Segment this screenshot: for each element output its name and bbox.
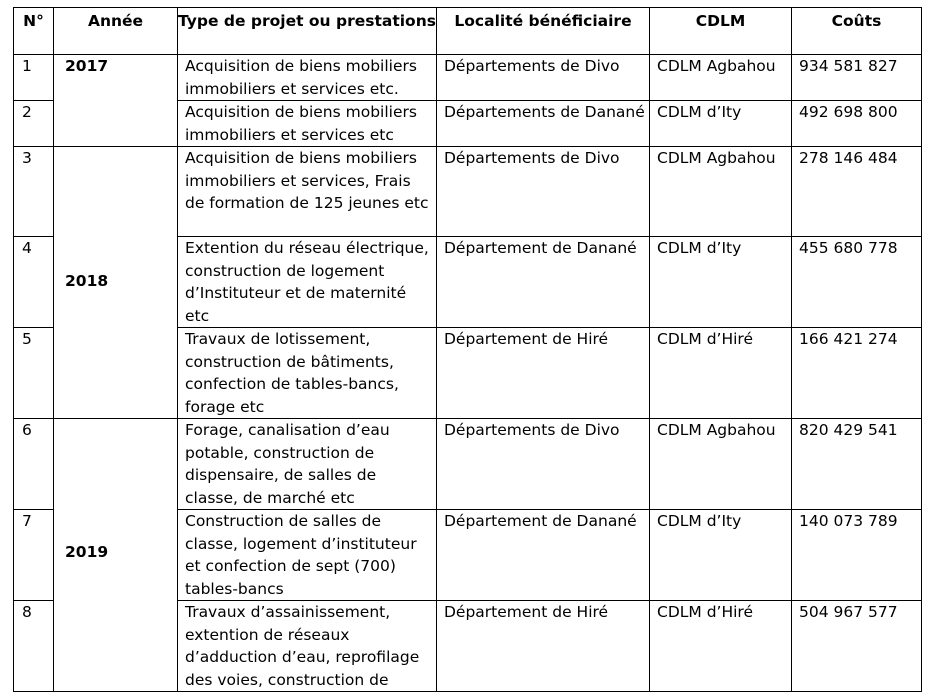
locality: Département de Hiré (437, 328, 650, 419)
header-row (14, 8, 922, 55)
projects-table (13, 7, 922, 692)
year-cell (54, 147, 178, 419)
cost: 278 146 484 (792, 147, 922, 237)
locality: Département de Danané (437, 510, 650, 601)
cost: 140 073 789 (792, 510, 922, 601)
row-number: 2 (14, 101, 54, 147)
cdlm: CDLM d’Ity (650, 237, 792, 328)
year-label: 2017 (65, 57, 109, 75)
project-type: Travaux d’assainissement, extention de réseaux d’adduction d’eau, reprofilage des voies, construction de (178, 601, 437, 692)
project-type: Extention du réseau électrique, construction de logement d’Instituteur et de maternité etc (178, 237, 437, 328)
cost: 934 581 827 (792, 55, 922, 101)
row-number: 7 (14, 510, 54, 601)
row-number: 6 (14, 419, 54, 510)
cdlm: CDLM Agbahou (650, 147, 792, 237)
header-year: Année (54, 8, 178, 55)
cdlm: CDLM d’Hiré (650, 328, 792, 419)
locality: Département de Danané (437, 237, 650, 328)
cdlm: CDLM Agbahou (650, 55, 792, 101)
row-number: 8 (14, 601, 54, 692)
cost: 504 967 577 (792, 601, 922, 692)
row-number: 4 (14, 237, 54, 328)
table-row (14, 55, 922, 101)
project-type: Construction de salles de classe, logement d’instituteur et confection de sept (700) tables-bancs (178, 510, 437, 601)
cdlm: CDLM Agbahou (650, 419, 792, 510)
cost: 820 429 541 (792, 419, 922, 510)
header-project-type: Type de projet ou prestations (178, 8, 437, 55)
project-type: Acquisition de biens mobiliers immobiliers et services, Frais de formation de 125 jeunes etc (178, 147, 437, 237)
year-label: 2019 (65, 543, 109, 561)
year-cell (54, 55, 178, 147)
row-number: 5 (14, 328, 54, 419)
cost: 492 698 800 (792, 101, 922, 147)
table-row (14, 419, 922, 510)
header-cdlm: CDLM (650, 8, 792, 55)
cdlm: CDLM d’Ity (650, 510, 792, 601)
cdlm: CDLM d’Ity (650, 101, 792, 147)
locality: Département de Hiré (437, 601, 650, 692)
row-number: 3 (14, 147, 54, 237)
project-type: Acquisition de biens mobiliers immobiliers et services etc (178, 101, 437, 147)
header-cost: Coûts (792, 8, 922, 55)
locality: Départements de Divo (437, 147, 650, 237)
row-number: 1 (14, 55, 54, 101)
year-label: 2018 (65, 272, 109, 290)
header-number: N° (14, 8, 54, 55)
project-type: Acquisition de biens mobiliers immobiliers et services etc. (178, 55, 437, 101)
locality: Départements de Divo (437, 419, 650, 510)
table-container (13, 7, 922, 692)
cost: 166 421 274 (792, 328, 922, 419)
project-type: Travaux de lotissement, construction de bâtiments, confection de tables-bancs, forage etc (178, 328, 437, 419)
cdlm: CDLM d’Hiré (650, 601, 792, 692)
locality: Départements de Danané (437, 101, 650, 147)
locality: Départements de Divo (437, 55, 650, 101)
year-cell (54, 419, 178, 692)
table-row (14, 147, 922, 237)
header-locality: Localité bénéficiaire (437, 8, 650, 55)
project-type: Forage, canalisation d’eau potable, construction de dispensaire, de salles de classe, de marché etc (178, 419, 437, 510)
cost: 455 680 778 (792, 237, 922, 328)
